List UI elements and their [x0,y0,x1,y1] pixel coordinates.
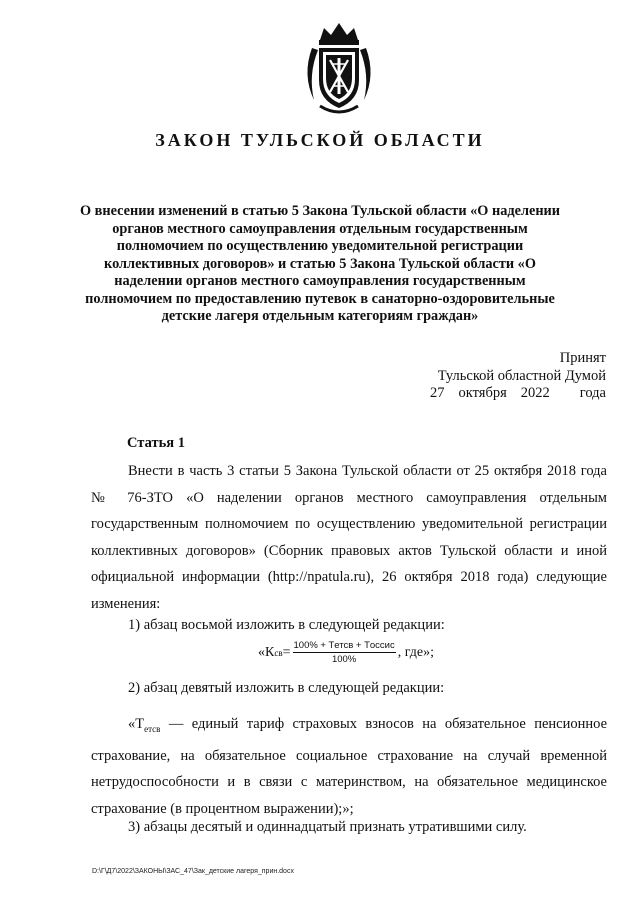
law-subject: О внесении изменений в статью 5 Закона Тульской области «О наделении органов местного самоуправления отдельным государственным полномочием по осуществлению уведомительной регистрации коллективных договоров» и статью 5 Закона Тульской области «О наделении органов местного самоуправления государственным полномочием по предоставлению путевок в санаторно-оздоровительные детские лагеря отдельным категориям граждан» [79,203,561,324]
amendment-item-2: 2) абзац девятый изложить в следующей редакции: [128,680,445,696]
formula-open: «К [258,644,275,660]
adoption-year-word: года [579,385,606,401]
formula-tail: , где»; [397,644,435,660]
adoption-month: октября [458,385,507,401]
article-heading: Статья 1 [127,435,185,451]
adoption-year: 2022 [520,385,550,401]
adoption-date [430,385,606,403]
formula-fraction [293,640,396,665]
adoption-block [430,350,606,403]
formula-denominator: 100% [331,654,357,665]
adopted-by: Тульской областной Думой [437,367,606,384]
tula-coat-of-arms-icon [300,20,378,115]
quote-lead: «Т [128,716,145,732]
adoption-day: 27 [430,385,445,401]
amendment-item-3: 3) абзацы десятый и одиннадцатый признать утратившими силу. [128,819,527,835]
quote-lead-sub: етсв [144,723,161,734]
article-main-paragraph: Внести в часть 3 статьи 5 Закона Тульской области от 25 октября 2018 года № 76-ЗТО «О наделении органов местного самоуправления отдельным государственным полномочием по осуществлению уведомительной регистрации коллективных договоров» (Сборник правовых актов Тульской области и иной официальной информации (http://npatula.ru), 26 октября 2018 года) следующие изменения: [91,463,607,612]
formula [258,640,434,665]
formula-open-sub: св [274,647,283,658]
quote-rest: — единый тариф страховых взносов на обязательное пенсионное страхование, на обязательное социальное страхование на случай временной нетрудоспособности и в связи с материнством, на обязательное медицинское страхование (в процентном выражении);»; [91,716,607,818]
file-path-footer: D:\Г\Д7\2022\ЗАКОНЫ\ЗАС_47\Зак_детские лагеря_прин.docx [92,868,294,875]
formula-equals: = [282,644,291,660]
amendment-item-1: 1) абзац восьмой изложить в следующей редакции: [128,617,445,633]
formula-numerator: 100% + Tетсв + Tоссис [293,640,395,651]
adopted-label: Принят [559,350,606,366]
law-title: ЗАКОН ТУЛЬСКОЙ ОБЛАСТИ [155,130,485,150]
amendment-quote [91,711,607,823]
